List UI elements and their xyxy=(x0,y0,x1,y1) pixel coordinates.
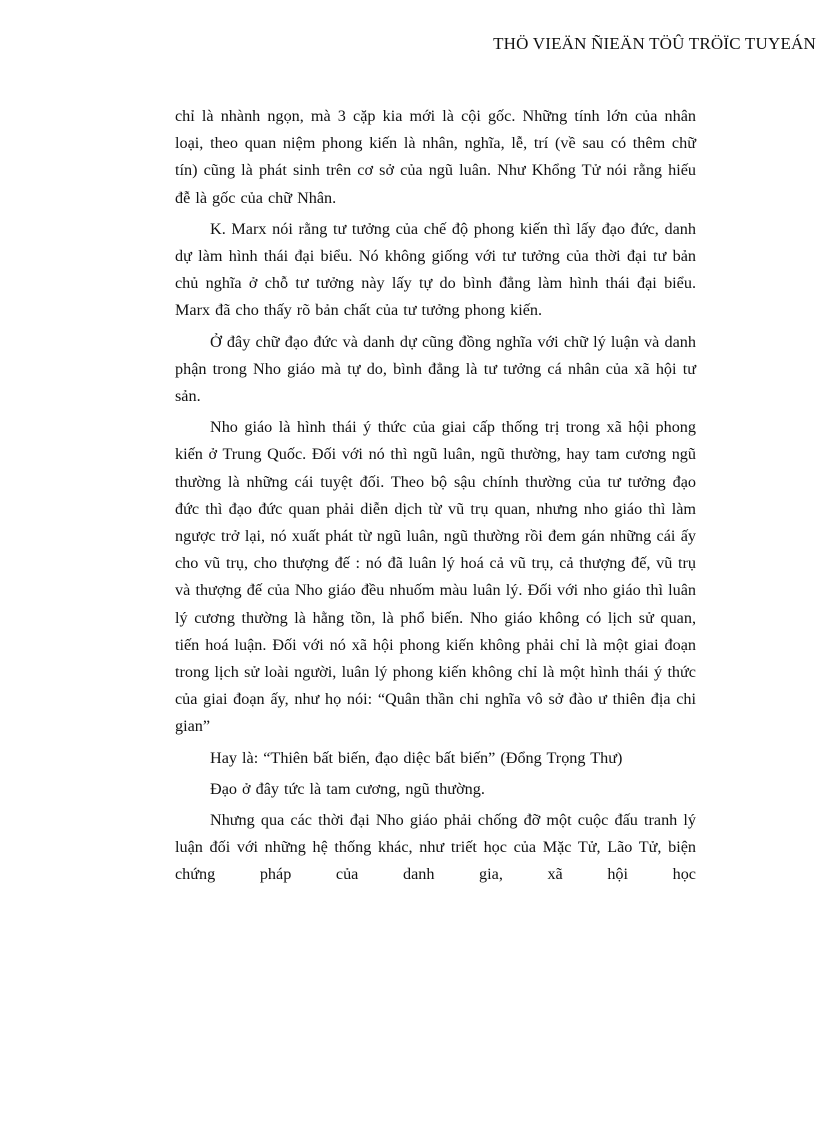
paragraph-5: Hay là: “Thiên bất biến, đạo diệc bất biến” (Đổng Trọng Thư) xyxy=(210,748,623,767)
paragraph-1: chỉ là nhành ngọn, mà 3 cặp kia mới là cội gốc. Những tính lớn của nhân loại, theo quan niệm phong kiến là nhân, nghĩa, lễ, trí (về sau có thêm chữ tín) cũng là phát sinh trên cơ sở của ngũ luân. Như Khổng Tử nói rằng hiếu đễ là gốc của chữ Nhân. xyxy=(175,107,696,207)
page-header: THÖ VIEÄN ÑIEÄN TÖÛ TRÖÏC TUYEÁN xyxy=(493,34,816,53)
paragraph-2: K. Marx nói rằng tư tưởng của chế độ phong kiến thì lấy đạo đức, danh dự làm hình thái đại biểu. Nó không giống với tư tưởng của thời đại tư bản chủ nghĩa ở chỗ tư tưởng này lấy tự do bình đẳng làm hình thái đại biểu. Marx đã cho thấy rõ bản chất của tư tưởng phong kiến. xyxy=(175,219,696,320)
page-body xyxy=(175,103,696,893)
paragraph-6: Đạo ở đây tức là tam cương, ngũ thường. xyxy=(210,779,485,798)
paragraph-3: Ở đây chữ đạo đức và danh dự cũng đồng nghĩa với chữ lý luận và danh phận trong Nho giáo mà tự do, bình đẳng là tư tưởng cá nhân của xã hội tư sản. xyxy=(175,332,696,406)
paragraph-7: Nhưng qua các thời đại Nho giáo phải chống đỡ một cuộc đấu tranh lý luận đối với những hệ thống khác, như triết học của Mặc Tử, Lão Tử, biện chứng pháp của danh gia, xã hội học xyxy=(175,811,696,884)
paragraph-4: Nho giáo là hình thái ý thức của giai cấp thống trị trong xã hội phong kiến ở Trung Quốc. Đối với nó thì ngũ luân, ngũ thường, hay tam cương ngũ thường là những cái tuyệt đối. Theo bộ sậu chính thường của tư tưởng đạo đức thì đạo đức quan phải diễn dịch từ vũ trụ quan, nhưng nho giáo thì làm ngược trở lại, nó xuất phát từ ngũ luân, ngũ thường rồi đem gán những cái ấy cho vũ trụ, cho thượng đế : nó đã luân lý hoá cả vũ trụ, cả thượng đế, vũ trụ và thượng đế của Nho giáo đều nhuốm màu luân lý. Đối với nho giáo thì luân lý cương thường là hằng tồn, là phổ biến. Nho giáo không có lịch sử quan, tiến hoá luận. Đối với nó xã hội phong kiến không phải chỉ là một giai đoạn trong lịch sử loài người, luân lý phong kiến không chỉ là một hình thái ý thức của giai đoạn ấy, như họ nói: “Quân thần chi nghĩa vô sở đào ư thiên địa chi gian” xyxy=(175,418,696,736)
